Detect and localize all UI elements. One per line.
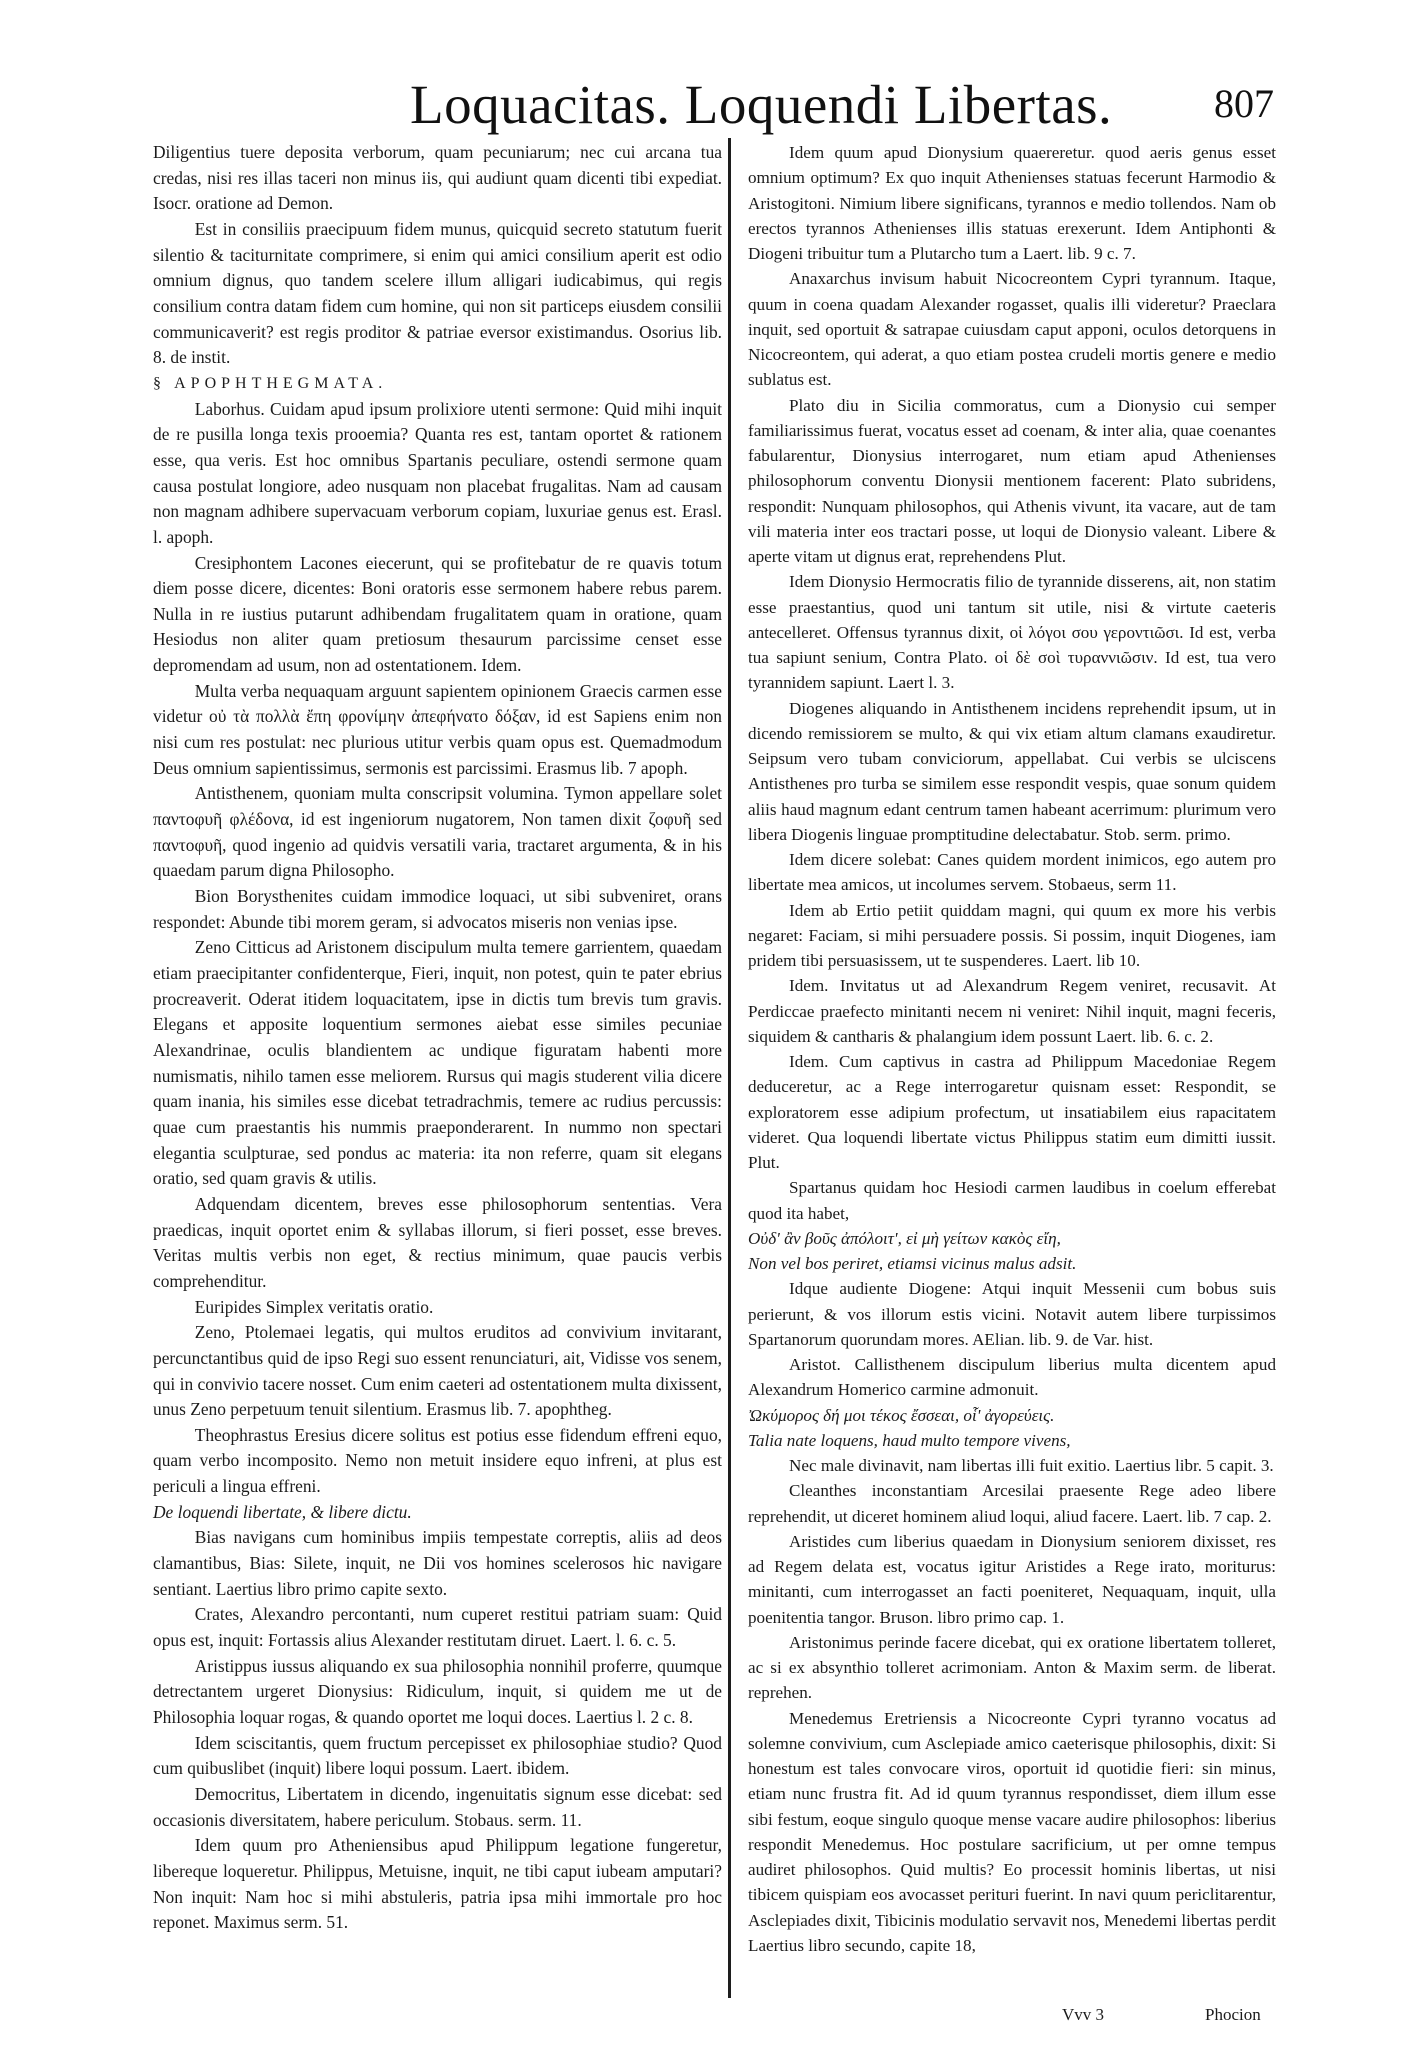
- paragraph: Plato diu in Sicilia commoratus, cum a Dionysio cui semper familiarissimus fuerat, vocatus esset ad coenam, & inter alia, quae coenantes fabularentur, Dionysius interrogaret, num etiam apud Athenienses philosophorum conventu Dionysii mentionem facerent: Plato subridens, respondit: Nunquam philosophos, qui Athenis vivunt, ita vacare, aut de tam vili materia inter eos tractari posse, ut loqui de Dionysio valeant. Libere & aperte vitam ut dignus erat, reprehendens Plut.: [748, 395, 1276, 566]
- paragraph: Bias navigans cum hominibus impiis tempestate correptis, aliis ad deos clamantibus, Bias: Silete, inquit, ne Dii vos homines scelerosos hic navigare sentiant. Laertius libro primo capite sexto.: [153, 1527, 722, 1599]
- column-divider: [728, 138, 731, 1998]
- paragraph: Idem dicere solebat: Canes quidem mordent inimicos, ego autem pro libertate mea amicos, ut incolumes servem. Stobaeus, serm 11.: [748, 850, 1276, 895]
- paragraph: Democritus, Libertatem in dicendo, ingenuitatis signum esse dicebat: sed occasionis diversitatem, habere periculum. Stobaus. serm. 11.: [153, 1784, 722, 1830]
- signature-mark: Vvv 3: [1062, 2005, 1105, 2024]
- paragraph: Est in consiliis praecipuum fidem munus, quicquid secreto statutum fuerit silentio & taciturnitate comprimere, si enim qui amici consilium aperit est odio omnium dignus, quo tandem scelere illum alligari iudicabimus, qui regis consilium contra datam fidem cum homine, qui non sit particeps eiusdem consilii communicaverit? est regis proditor & patriae eversor existimandus. Osorius lib. 8. de instit.: [153, 218, 722, 368]
- verse-line: Non vel bos periret, etiamsi vicinus malus adsit.: [748, 1254, 1077, 1273]
- verse-line: Ὠκύμορος δή μοι τέκος ἔσσεαι, οἷ' ἀγορεύεις.: [748, 1405, 1055, 1425]
- paragraph: Idem. Cum captivus in castra ad Philippum Macedoniae Regem deduceretur, ac a Rege interrogaretur quisnam esset: Respondit, se exploratorem esse adipium profectum, ut insatiabilem eius rapacitatem videret. Qua loquendi libertate victus Philippus statim eum dimitti iussit. Plut.: [748, 1052, 1276, 1172]
- paragraph: Nec male divinavit, nam libertas illi fuit exitio. Laertius libr. 5 capit. 3.: [789, 1456, 1274, 1475]
- paragraph: Aristot. Callisthenem discipulum liberius multa dicentem apud Alexandrum Homerico carmine admonuit.: [748, 1355, 1276, 1400]
- left-column: [153, 140, 722, 1936]
- paragraph: Anaxarchus invisum habuit Nicocreontem Cypri tyrannum. Itaque, quum in coena quadam Alexander rogasset, qualis illi videretur? Praeclara inquit, sed oportuit & satrapae cuiusdam caput apponi, oculos detorquens in Nicocreontem, qui aderat, a quo etiam postea crudeli mortis genere e medio sublatus est.: [748, 269, 1276, 390]
- paragraph: Zeno, Ptolemaei legatis, qui multos eruditos ad convivium invitarant, percunctantibus quid de ipso Regi suo essent renunciaturi, ait, Vidisse vos senem, qui in convivio tacere nosset. Cum enim caeteri ad ostentationem multa dixissent, unus Zeno perpetuum tenuit silentium. Erasmus lib. 7. apophtheg.: [153, 1322, 722, 1420]
- paragraph: Adquendam dicentem, breves esse philosophorum sententias. Vera praedicas, inquit oportet enim & syllabas illorum, si fieri posset, esse breves. Veritas multis verbis non eget, & rectius minimum, quae paucis verbis comprehenditur.: [153, 1193, 722, 1291]
- paragraph: Cresiphontem Lacones eiecerunt, qui se profitebatur de re quavis totum diem posse dicere, dicentes: Boni oratoris esse sermonem habere rebus parem. Nulla in re iustius putarunt adhibendam frugalitatem quam in oratione, quam Hesiodus non aliter quam pretiosum thesaurum parcissime censet esse depromendam ad usum, non ad ostentationem. Idem.: [153, 552, 722, 676]
- paragraph: Idem Dionysio Hermocratis filio de tyrannide disserens, ait, non statim esse praestantius, quod uni tantum sit utile, nisi & virtute caeteris antecelleret. Offensus tyrannus dixit, οἱ λόγοι σου γεροντιῶσι. Id est, verba tua sapiunt senium, Contra Plato. οἱ δὲ σοὶ τυραννιῶσιν. Id est, tua vero tyrannidem sapiunt. Laert l. 3.: [748, 572, 1276, 693]
- paragraph: Idem sciscitantis, quem fructum percepisset ex philosophiae studio? Quod cum quibuslibet (inquit) libere loqui possum. Laert. ibidem.: [153, 1732, 722, 1779]
- paragraph: Aristippus iussus aliquando ex sua philosophia nonnihil proferre, quumque detrectantem urgeret Dionysius: Ridiculum, inquit, si quidem me ut de Philosophia loquar rogas, & quando oportet me loqui doces. Laertius l. 2 c. 8.: [153, 1655, 722, 1728]
- paragraph: Diogenes aliquando in Antisthenem incidens reprehendit ipsum, ut in dicendo remissiorem se multo, & qui vix etiam altum clamans exaudiretur. Seipsum vero tubam conviciorum, appellabat. Cui verbis se ulciscens Antisthenes pro turba se similem esse respondit vespis, quae sonum quidem aliis haud magnum edant centrum tamen habeant acerrimum: plurimum vero libera Diogenis linguae promptitudine delectabatur. Stob. serm. primo.: [748, 698, 1276, 844]
- paragraph: Aristonimus perinde facere dicebat, qui ex oratione libertatem tolleret, ac si ex absynthio tolleret acrimoniam. Anton & Maxim serm. de liberat. reprehen.: [748, 1632, 1276, 1703]
- paragraph: Zeno Citticus ad Aristonem discipulum multa temere garrientem, quaedam etiam praecipitanter confidenterque, Fieri, inquit, non potest, quin te pater ebrius procreaverit. Oderat itidem loquacitatem, ipse in dictis tum brevis tum gravis. Elegans et apposite loquentium sermones aiebat esse similes pecuniae Alexandrinae, oculis blandientem ac undique figuratam habenti more numismatis, nihilo tamen esse meliorem. Rursus qui magis studerent vilia dicere quam inania, his similes esse dicebat tetradrachmis, temere ac rudius percussis: quae cum praestantis his nummis praeponderarent. In nummo non spectari elegantia sculpturae, sed pondus ac materia: ita non referre, quam sit elegans oratio, sed quam gravis & utilis.: [153, 937, 722, 1189]
- paragraph: Multa verba nequaquam arguunt sapientem opinionem Graecis carmen esse videtur οὐ τὰ πολλὰ ἔπη φρονίμην ἀπεφήνατο δόξαν, id est Sapiens enim non nisi cum res postulat: nec plurious utitur verbis quam opus est. Quemadmodum Deus omnium sapientissimus, sermonis est parcissimi. Erasmus lib. 7 apoph.: [153, 680, 722, 778]
- page-number: 807: [1214, 81, 1274, 126]
- paragraph: Idem quum apud Dionysium quaereretur. quod aeris genus esset omnium optimum? Ex quo inquit Athenienses statuas fecerunt Harmodio & Aristogitoni. Nimium libere significans, tyrannos e medio tollendos. Nam ob erectos tyrannos Athenienses illis statuas erexerunt. Idem Antiphonti & Diogeni tribuitur tum a Plutarcho tum a Laert. lib. 9 c. 7.: [748, 143, 1276, 263]
- running-title: Loquacitas. Loquendi Libertas.: [410, 73, 1113, 135]
- page-header: [410, 74, 1274, 134]
- paragraph: Crates, Alexandro percontanti, num cuperet restitui patriam suam: Quid opus est, inquit: Fortassis alius Alexander restitutam diruet. Laert. l. 6. c. 5.: [153, 1604, 722, 1651]
- catchword: Phocion: [1205, 2005, 1261, 2024]
- paragraph: Antisthenem, quoniam multa conscripsit volumina. Tymon appellare solet παντοφυῆ φλέδονα, id est ingeniorum nugatorem, Non tamen dixit ζοφυῆ sed παντοφυῆ, quod ingenio ad quidvis versatili varia, tractaret argumenta, & in his quaedam parum digna Philosopho.: [153, 783, 722, 881]
- paragraph: Spartanus quidam hoc Hesiodi carmen laudibus in coelum efferebat quod ita habet,: [748, 1178, 1276, 1223]
- paragraph: Diligentius tuere deposita verborum, quam pecuniarum; nec cui arcana tua credas, nisi res illas taceri non minus iis, qui audiunt quam dicenti tibi expediat. Isocr. oratione ad Demon.: [153, 142, 722, 214]
- section-heading: § APOPHTHEGMATA.: [153, 374, 388, 392]
- page-footer: [0, 2005, 1417, 2035]
- paragraph: Idem. Invitatus ut ad Alexandrum Regem veniret, recusavit. At Perdiccae praefecto minitanti necem ni veniret: Nihil inquit, magni feceris, siquidem & cantharis & phalangium idem possunt Laert. lib. 6. c. 2.: [748, 976, 1276, 1046]
- verse-line: Οὐδ' ἂν βοῦς ἀπόλοιτ', εἰ μὴ γείτων κακὸς εἴη,: [748, 1228, 1061, 1248]
- paragraph: Idem ab Ertio petiit quiddam magni, qui quum ex more his verbis negaret: Faciam, si mihi persuadere possis. Si possim, inquit Diogenes, iam pridem tibi persuasissem, ut te suspenderes. Laert. lib 10.: [748, 900, 1276, 970]
- paragraph: Bion Borysthenites cuidam immodice loquaci, ut sibi subveniret, orans respondet: Abunde tibi morem geram, si advocatos miseris non venias ipse.: [153, 886, 722, 932]
- paragraph: Theophrastus Eresius dicere solitus est potius esse fidendum effreni equo, quam verbo incomposito. Nemo non metuit insidere equo infreni, at plus est periculi a lingua effreni.: [153, 1424, 722, 1497]
- paragraph: Euripides Simplex veritatis oratio.: [194, 1296, 434, 1317]
- right-column: [748, 140, 1276, 1958]
- paragraph: Idem quum pro Atheniensibus apud Philippum legatione fungeretur, libereque loqueretur. Philippus, Metuisne, inquit, ne tibi caput iubeam amputari? Non inquit: Nam hoc si mihi abstuleris, patria ipsa mihi immortale pro hoc reponet. Maximus serm. 51.: [153, 1835, 722, 1933]
- verse-line: Talia nate loquens, haud multo tempore vivens,: [748, 1430, 1071, 1450]
- paragraph: Menedemus Eretriensis a Nicocreonte Cypri tyranno vocatus ad solemne convivium, cum Asclepiade amico caeterisque philosophis, dixit: Si honestum est tales convocare viros, oportuit id quotidie fieri: sin minus, etiam nunc frustra fit. Ad id quum tyrannus respondisset, diem illum esse sibi festum, eoque singulo quoque mense vacare audire philosophos: liberius respondit Menedemus. Hoc postulare sacrificium, ut per omne tempus audiret philosophos. Quid multis? Eo processit hominis libertas, ut nisi tibicem quispiam eos avocasset perituri fuerint. In navi quum periclitarentur, Asclepiades dixit, Tibicinis modulatio servavit nos, Menedemi libertas perdit Laertius libro secundo, capite 18,: [748, 1708, 1276, 1955]
- paragraph: Idque audiente Diogene: Atqui inquit Messenii cum bobus suis perierunt, & vos illorum estis vicini. Notavit autem libere turpissimos Spartanorum quorundam mores. AElian. lib. 9. de Var. hist.: [748, 1279, 1276, 1349]
- section-subheading: De loquendi libertate, & libere dictu.: [153, 1501, 412, 1522]
- paragraph: Cleanthes inconstantiam Arcesilai praesente Rege adeo libere reprehendit, ut diceret hominem aliud loqui, aliud facere. Laert. lib. 7 cap. 2.: [748, 1481, 1276, 1526]
- paragraph: Aristides cum liberius quaedam in Dionysium seniorem dixisset, res ad Regem delata est, vocatus igitur Aristides a Rege irato, moriturus: minitanti, cum interrogasset an facti poeniteret, Nequaquam, inquit, ulla poenitentia tangor. Bruson. libro primo cap. 1.: [748, 1531, 1276, 1627]
- paragraph: Laborhus. Cuidam apud ipsum prolixiore utenti sermone: Quid mihi inquit de re pusilla longa texis prooemia? Quanta res est, tantam oportet & rationem esse, qua veris. Est hoc omnibus Spartanis peculiare, ostendi sermone quam causa postulat longiore, adeo nusquam non placebat frugalitas. Nam ad causam non magnam adhibere supervacuam verborum copiam, luxuriae genus est. Erasl. l. apoph.: [153, 398, 722, 547]
